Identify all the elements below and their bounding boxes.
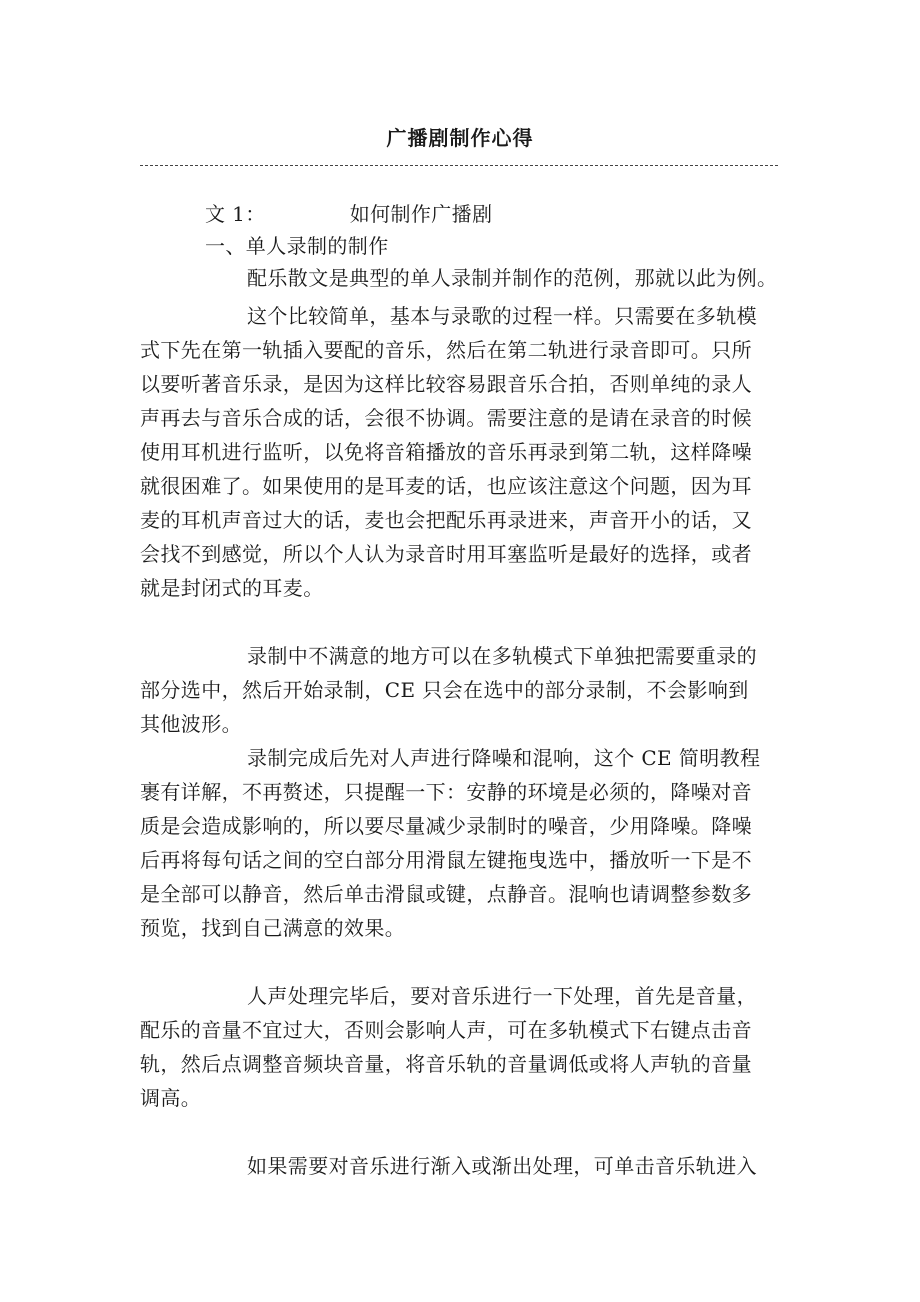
paragraph-line: 配乐的音量不宜过大，否则会影响人声，可在多轨模式下右键点击音 [140,1018,752,1042]
article-title: 如何制作广播剧 [349,202,493,226]
paragraph-line: 裹有详解，不再赘述，只提醒一下：安静的环境是必须的，降噪对音 [140,780,752,804]
paragraph-line: 就是封闭式的耳麦。 [140,576,324,600]
article-label: 文 1： [205,202,266,226]
paragraph-line: 调高。 [140,1086,202,1110]
paragraph-line: 使用耳机进行监听，以免将音箱播放的音乐再录到第二轨，这样降噪 [140,440,752,464]
paragraph-line: 以要听著音乐录，是因为这样比较容易跟音乐合拍，否则单纯的录人 [140,372,752,396]
paragraph-line: 会找不到感觉，所以个人认为录音时用耳塞监听是最好的选择，或者 [140,542,752,566]
paragraph-line: 式下先在第一轨插入要配的音乐，然后在第二轨进行录音即可。只所 [140,338,752,362]
paragraph-line: 录制中不满意的地方可以在多轨模式下单独把需要重录的 [247,644,757,668]
paragraph-line: 是全部可以静音，然后单击滑鼠或键，点静音。混响也请调整参数多 [140,882,752,906]
paragraph-line: 录制完成后先对人声进行降噪和混响，这个 CE 简明教程 [247,746,761,770]
paragraph-line: 如果需要对音乐进行渐入或渐出处理，可单击音乐轨进入 [247,1154,757,1178]
article-heading [205,204,493,224]
paragraph-line: 这个比较简单，基本与录歌的过程一样。只需要在多轨模 [247,304,757,328]
paragraph-line: 后再将每句话之间的空白部分用滑鼠左键拖曳选中，播放听一下是不 [140,848,752,872]
paragraph-line: 声再去与音乐合成的话，会很不协调。需要注意的是请在录音的时候 [140,406,752,430]
paragraph-line: 质是会造成影响的，所以要尽量减少录制时的噪音，少用降噪。降噪 [140,814,752,838]
document-title: 广播剧制作心得 [386,126,534,150]
paragraph-line: 人声处理完毕后，要对音乐进行一下处理，首先是音量， [247,984,757,1008]
paragraph-line: 配乐散文是典型的单人录制并制作的范例，那就以此为例。 [247,266,778,290]
paragraph-line: 就很困难了。如果使用的是耳麦的话，也应该注意这个问题，因为耳 [140,474,752,498]
paragraph-line: 其他波形。 [140,712,242,736]
paragraph-line: 预览，找到自己满意的效果。 [140,916,406,940]
paragraph-line: 麦的耳机声音过大的话，麦也会把配乐再录进来，声音开小的话，又 [140,508,752,532]
title-divider [140,165,778,166]
section-heading: 一、单人录制的制作 [205,234,389,258]
paragraph-line: 部分选中，然后开始录制，CE 只会在选中的部分录制，不会影响到 [140,678,749,702]
paragraph-line: 轨，然后点调整音频块音量，将音乐轨的音量调低或将人声轨的音量 [140,1052,752,1076]
